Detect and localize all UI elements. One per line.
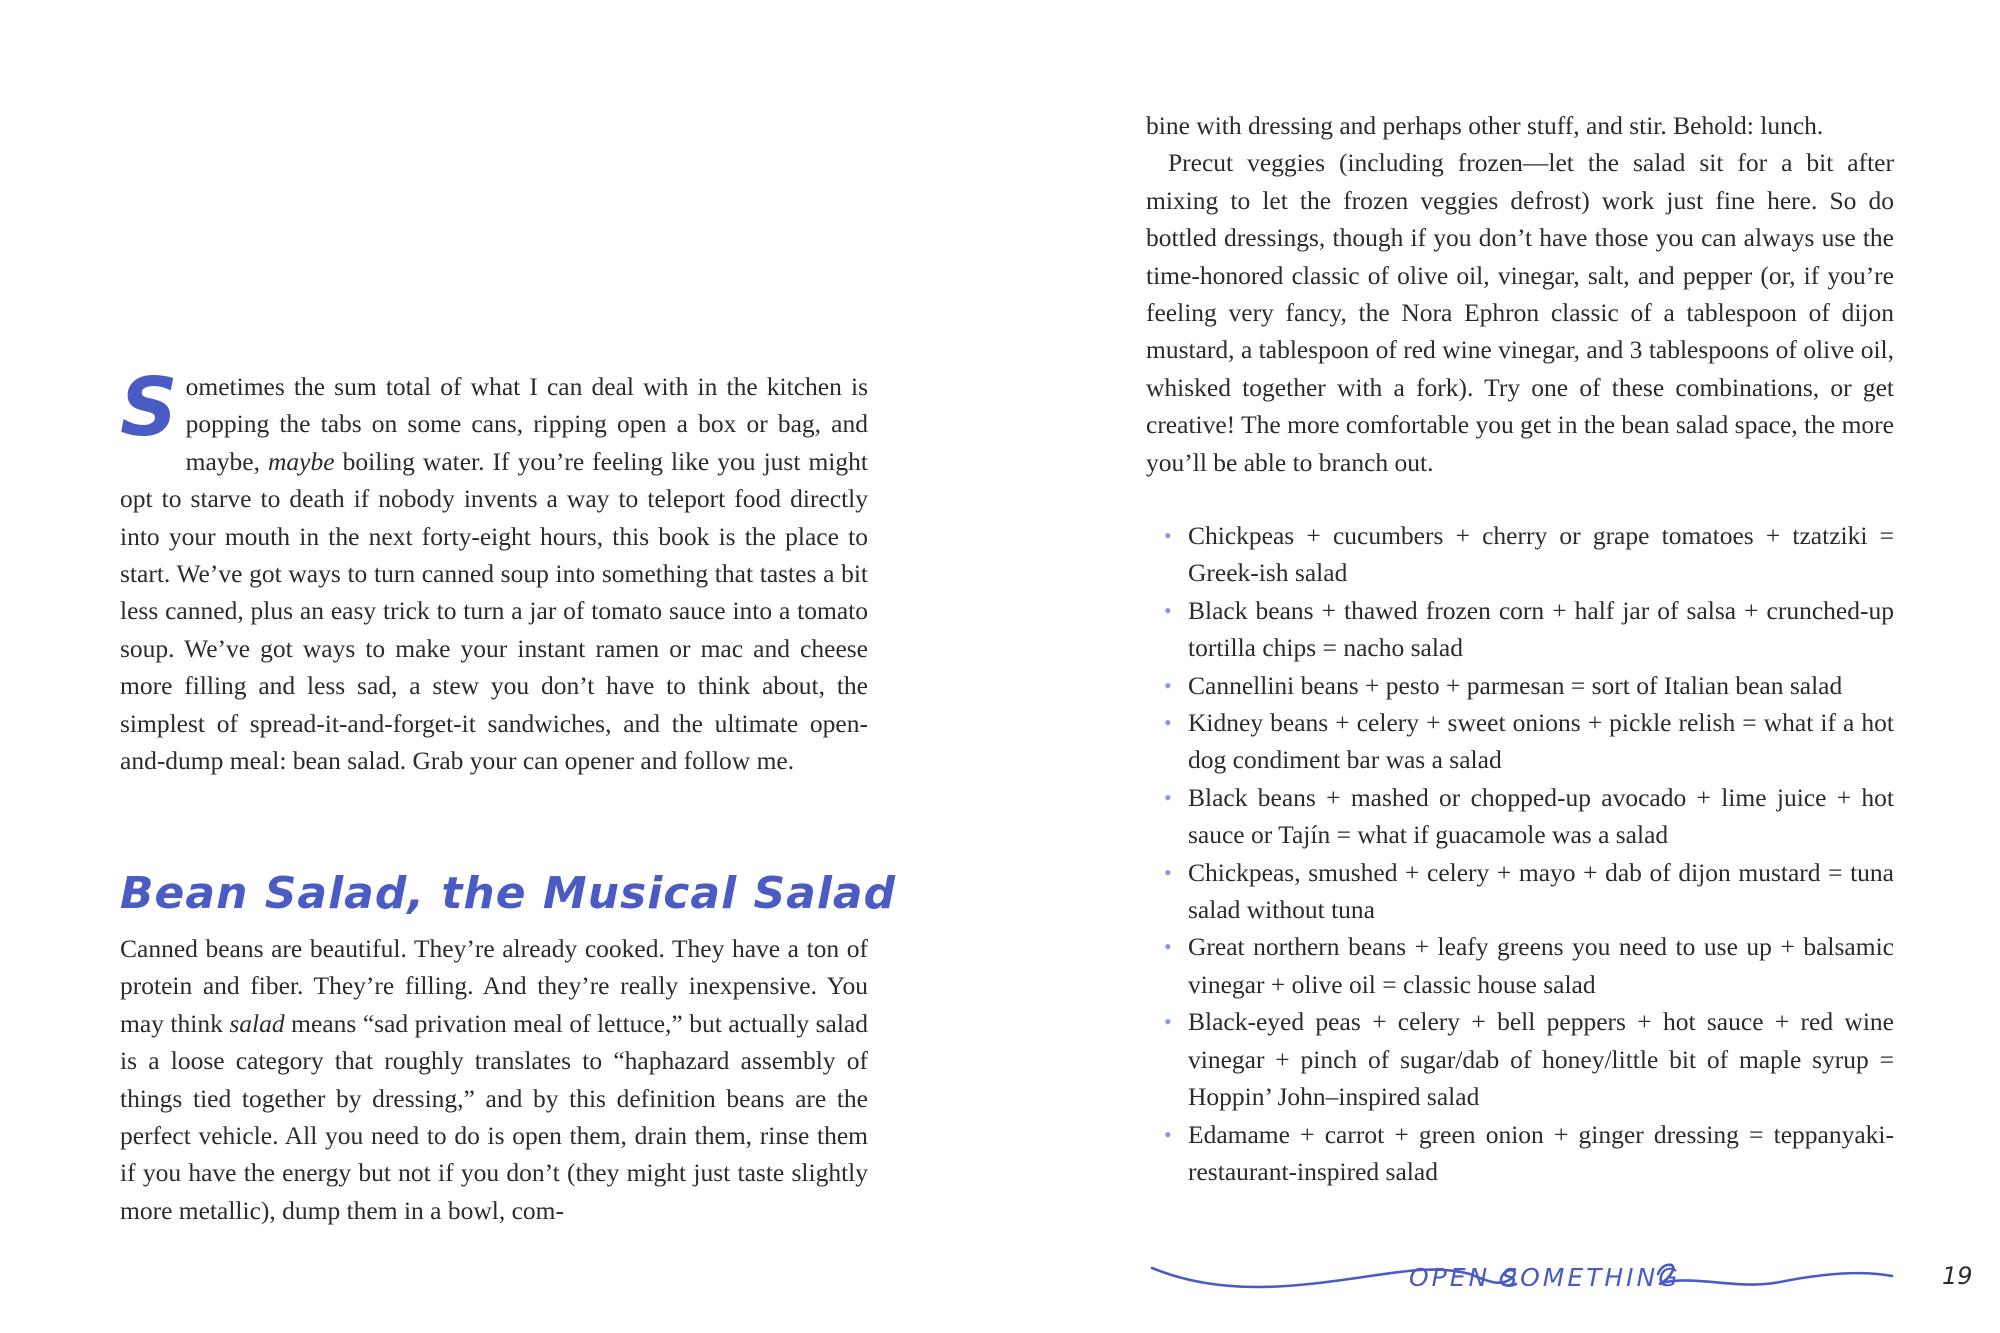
section-text: Canned beans are beautiful. They’re already cooked. They have a ton of protein and fiber. They’re filling. And they’re really inexpensive. You may think	[120, 934, 868, 1038]
section-emphasis: salad	[229, 1008, 285, 1038]
list-item: • Great northern beans + leafy greens you need to use up + balsamic vinegar + olive oil = classic house salad	[1146, 928, 1894, 1003]
list-item: • Black beans + mashed or chopped-up avocado + lime juice + hot sauce or Tajín = what if guacamole was a salad	[1146, 779, 1894, 854]
bullet-icon: •	[1164, 859, 1172, 885]
list-item: • Black beans + thawed frozen corn + half jar of salsa + crunched-up tortilla chips = nacho salad	[1146, 592, 1894, 667]
list-item: • Cannellini beans + pesto + parmesan = sort of Italian bean salad	[1146, 667, 1894, 704]
bullet-icon: •	[1164, 672, 1172, 698]
continued-line: bine with dressing and perhaps other stuff, and stir. Behold: lunch.	[1146, 111, 1824, 140]
bullet-icon: •	[1164, 1009, 1172, 1035]
bullet-icon: •	[1164, 784, 1172, 810]
bullet-icon: •	[1164, 710, 1172, 736]
section-text-continued: means “sad privation meal of lettuce,” but actually salad is a loose category that roughly translates to “haphazard assembly of things tied together by dressing,” and by this definition beans are the perfect vehicle. All you need to do is open them, drain them, rinse them if you have the energy but not if you don’t (they might just taste slightly more metallic), dump them in a bowl, com-	[120, 1008, 869, 1225]
intro-text-continued: boiling water. If you’re feeling like you just might opt to starve to death if nobody invents a way to teleport food directly into your mouth in the next forty-eight hours, this book is the place to start. We’ve got ways to turn canned soup into something that tastes a bit less canned, plus an easy trick to turn a jar of tomato sauce into a tomato soup. We’ve got ways to make your instant ramen or mac and cheese more filling and less sad, a stew you don’t have to think about, the simplest of spread-it-and-forget-it sandwiches, and the ultimate open-and-dump meal: bean salad. Grab your can opener and follow me.	[120, 446, 868, 776]
section-heading: Bean Salad, the Musical Salad	[120, 868, 897, 919]
bullet-icon: •	[1164, 934, 1172, 960]
swirl-right-icon	[1658, 1265, 1892, 1285]
list-item: • Chickpeas, smushed + celery + mayo + dab of dijon mustard = tuna salad without tuna	[1146, 854, 1894, 929]
veggies-paragraph: Precut veggies (including frozen—let the salad sit for a bit after mixing to let the frozen veggies defrost) work just fine here. So do bottled dressings, though if you don’t have those you can always use the time-honored classic of olive oil, vinegar, salt, and pepper (or, if you’re feeling very fancy, the Nora Ephron classic of a tablespoon of dijon mustard, a tablespoon of red wine vinegar, and 3 tablespoons of olive oil, whisked together with a fork). Try one of these combinations, or get creative! The more comfortable you get in the bean salad space, the more you’ll be able to branch out.	[1146, 148, 1894, 477]
page-number: 19	[1942, 1262, 1973, 1290]
drop-cap: S	[120, 361, 178, 454]
list-item: • Chickpeas + cucumbers + cherry or grape tomatoes + tzatziki = Greek-ish salad	[1146, 517, 1894, 592]
bullet-icon: •	[1164, 1121, 1172, 1147]
bullet-icon: •	[1164, 597, 1172, 623]
list-item: • Edamame + carrot + green onion + ginger dressing = teppanyaki-restaurant-inspired salad	[1146, 1116, 1894, 1191]
list-item: • Kidney beans + celery + sweet onions + pickle relish = what if a hot dog condiment bar was a salad	[1146, 704, 1894, 779]
running-head: OPEN SOMETHING	[1409, 1263, 1681, 1292]
bean-salad-paragraph	[120, 930, 868, 1229]
intro-paragraph	[120, 361, 868, 779]
list-item: • Black-eyed peas + celery + bell peppers + hot sauce + red wine vinegar + pinch of sugar/dab of honey/little bit of maple syrup = Hoppin’ John–inspired salad	[1146, 1003, 1894, 1115]
intro-emphasis: maybe	[268, 446, 335, 476]
continued-text	[1146, 107, 1894, 481]
bullet-icon: •	[1164, 523, 1172, 548]
combo-list	[1146, 517, 1894, 1190]
intro-text: ometimes the sum total of what I can deal with in the kitchen is popping the tabs on some cans, ripping open a box or bag, and maybe,	[185, 372, 868, 476]
